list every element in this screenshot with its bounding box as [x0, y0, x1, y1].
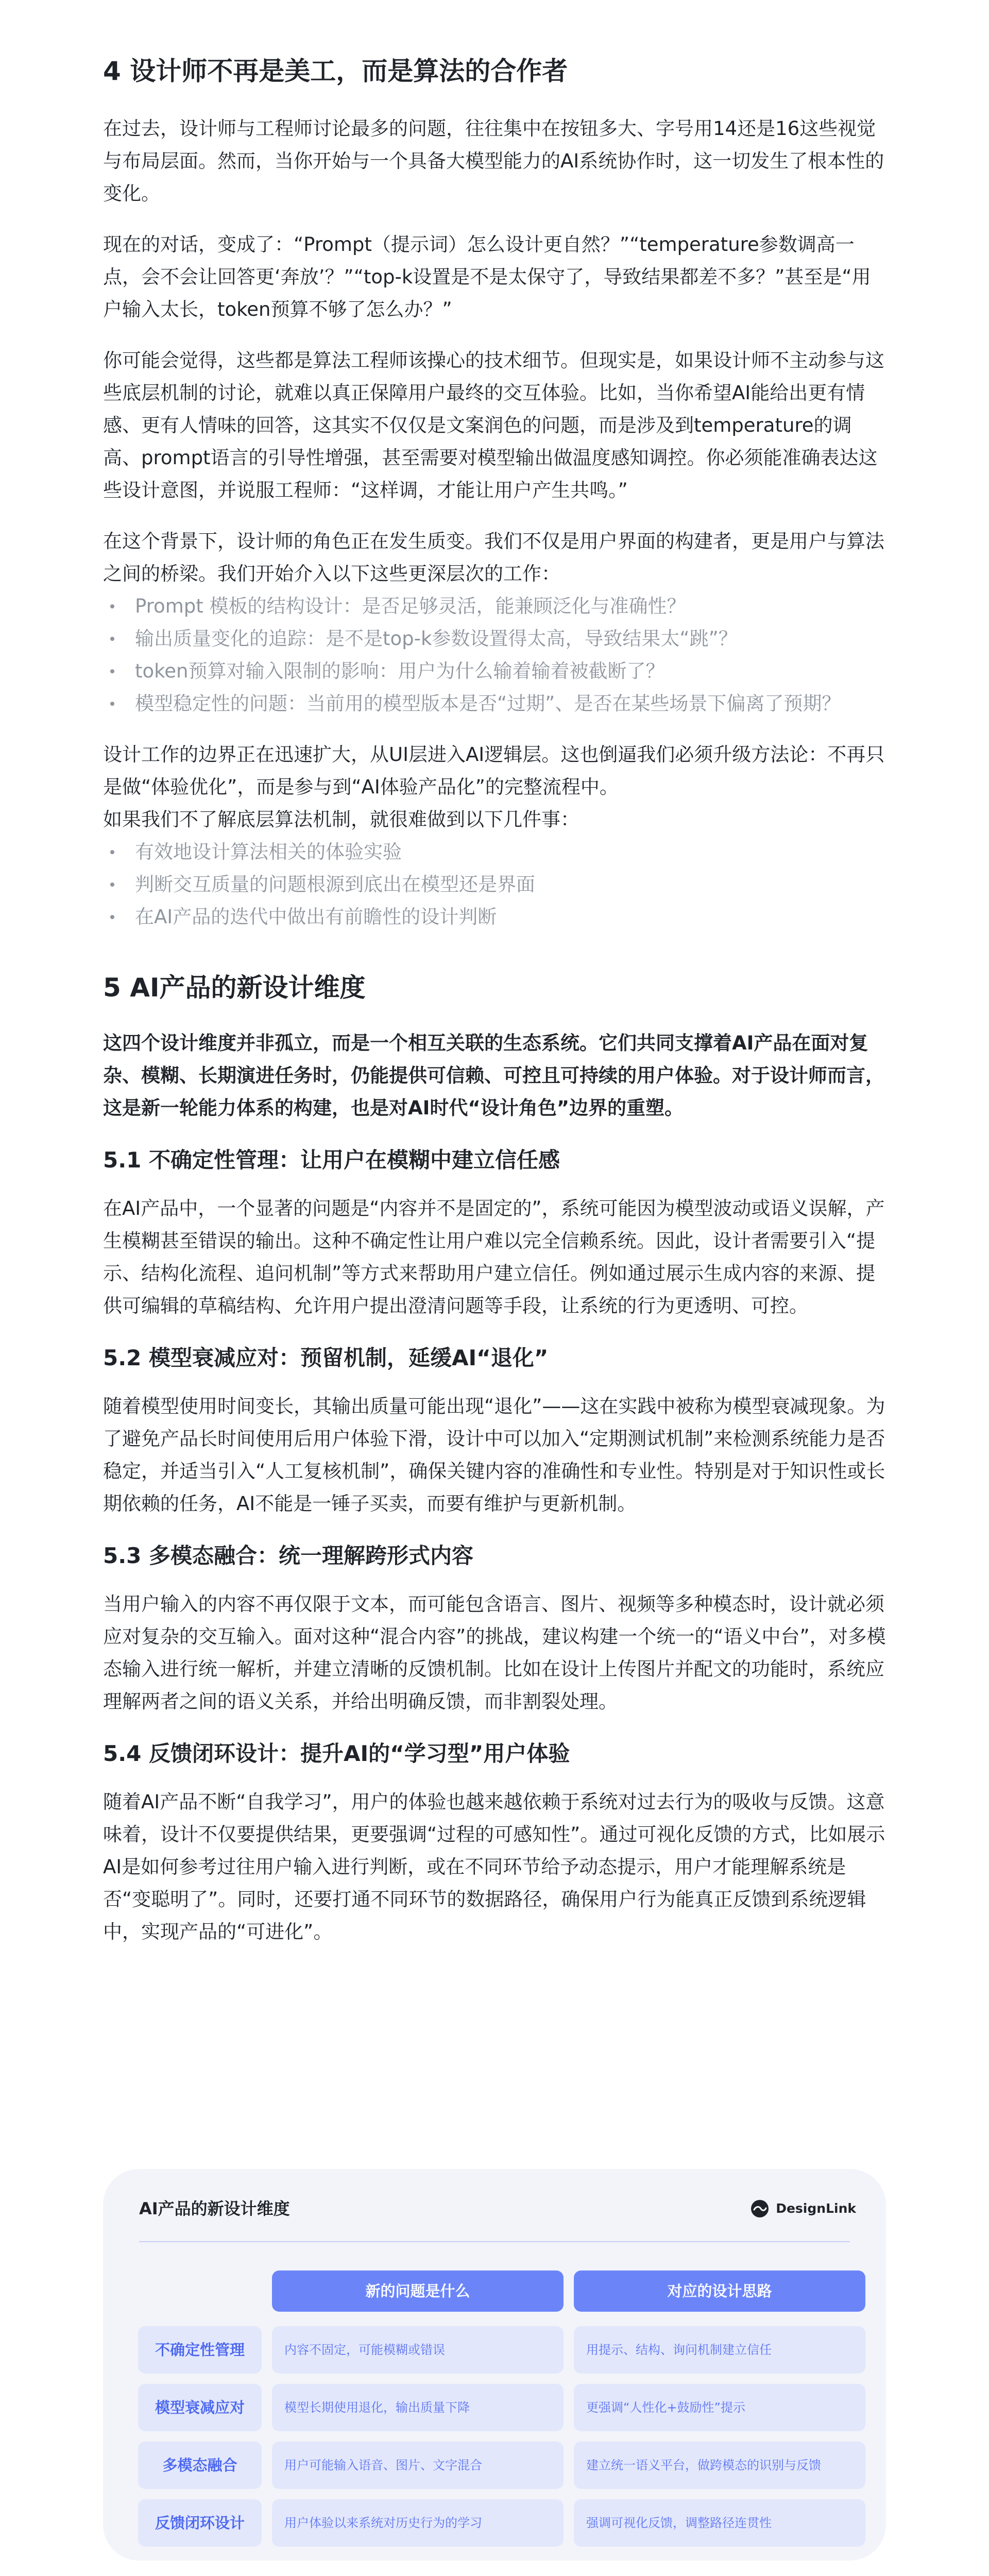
section-4-paragraph-6: 如果我们不了解底层算法机制，就很难做到以下几件事：: [103, 808, 579, 831]
cell-solution-multimodal: 建立统一语义平台，做跨模态的识别与反馈: [574, 2442, 865, 2489]
column-header-problem: 新的问题是什么: [272, 2270, 564, 2312]
list-item: 在AI产品的迭代中做出有前瞻性的设计判断: [103, 901, 886, 933]
row-label-feedback-loop: 反馈闭环设计: [138, 2499, 262, 2547]
list-item: Prompt 模板的结构设计：是否足够灵活，能兼顾泛化与准确性？: [103, 590, 886, 622]
cell-problem-model-decay: 模型长期使用退化，输出质量下降: [272, 2384, 564, 2431]
cell-solution-uncertainty: 用提示、结构、询问机制建立信任: [574, 2326, 865, 2374]
cell-solution-model-decay: 更强调“人性化+鼓励性”提示: [574, 2384, 865, 2431]
section-4-paragraph-2: 现在的对话，变成了：“Prompt（提示词）怎么设计更自然？”“temperature参数调高一点，会不会让回答更‘奔放’？”“top-k设置是不是太保守了，导致结果都差不多？”甚至是“用户输入太长，token预算不够了怎么办？”: [103, 233, 871, 320]
brand-name: DesignLink: [776, 2201, 856, 2216]
subsection-5-2-heading: 5.2 模型衰减应对：预留机制，延缓AI“退化”: [103, 1345, 549, 1370]
cell-problem-multimodal: 用户可能输入语音、图片、文字混合: [272, 2442, 564, 2489]
list-item: 判断交互质量的问题根源到底出在模型还是界面: [103, 868, 886, 901]
list-item: 有效地设计算法相关的体验实验: [103, 836, 886, 868]
section-4-paragraph-4: 在这个背景下，设计师的角色正在发生质变。我们不仅是用户界面的构建者，更是用户与算法之间的桥梁。我们开始介入以下这些更深层次的工作：: [103, 530, 884, 585]
subsection-5-2-body: 随着模型使用时间变长，其输出质量可能出现“退化”——这在实践中被称为模型衰减现象。为了避免产品长时间使用后用户体验下滑，设计中可以加入“定期测试机制”来检测系统能力是否稳定，并适当引入“人工复核机制”，确保关键内容的准确性和专业性。特别是对于知识性或长期依赖的任务，AI不能是一锤子买卖，而要有维护与更新机制。: [103, 1395, 885, 1515]
section-4-heading: 4 设计师不再是美工，而是算法的合作者: [103, 56, 568, 86]
design-dimensions-card: [103, 2169, 886, 2561]
row-label-multimodal: 多模态融合: [138, 2442, 262, 2489]
subsection-5-4-heading: 5.4 反馈闭环设计：提升AI的“学习型”用户体验: [103, 1741, 570, 1766]
deep-work-list: [103, 590, 886, 720]
section-4-paragraph-5: 设计工作的边界正在迅速扩大，从UI层进入AI逻辑层。这也倒逼我们必须升级方法论：不再只是做“体验优化”，而是参与到“AI体验产品化”的完整流程中。: [103, 743, 885, 798]
subsection-5-4-body: 随着AI产品不断“自我学习”，用户的体验也越来越依赖于系统对过去行为的吸收与反馈。这意味着，设计不仅要提供结果，更要强调“过程的可感知性”。通过可视化反馈的方式，比如展示AI是如何参考过往用户输入进行判断，或在不同环节给予动态提示，用户才能理解系统是否“变聪明了”。同时，还要打通不同环节的数据路径，确保用户行为能真正反馈到系统逻辑中，实现产品的“可进化”。: [103, 1791, 885, 1943]
cell-solution-feedback-loop: 强调可视化反馈，调整路径连贯性: [574, 2499, 865, 2547]
card-divider: [139, 2241, 850, 2242]
article-body: [103, 52, 886, 1948]
brand-badge: [751, 2199, 856, 2218]
section-5-lead: 这四个设计维度并非孤立，而是一个相互关联的生态系统。它们共同支撑着AI产品在面对复杂、模糊、长期演进任务时，仍能提供可信赖、可控且可持续的用户体验。对于设计师而言，这是新一轮能力体系的构建，也是对AI时代“设计角色”边界的重塑。: [103, 1032, 884, 1119]
list-item: token预算对输入限制的影响：用户为什么输着输着被截断了？: [103, 655, 886, 687]
section-4-paragraph-3: 你可能会觉得，这些都是算法工程师该操心的技术细节。但现实是，如果设计师不主动参与这些底层机制的讨论，就难以真正保障用户最终的交互体验。比如，当你希望AI能给出更有情感、更有人情味的回答，这其实不仅仅是文案润色的问题，而是涉及到temperature的调高、prompt语言的引导性增强，甚至需要对模型输出做温度感知调控。你必须能准确表达这些设计意图，并说服工程师：“这样调，才能让用户产生共鸣。”: [103, 349, 884, 501]
section-4-paragraph-1: 在过去，设计师与工程师讨论最多的问题，往往集中在按钮多大、字号用14还是16这些视觉与布局层面。然而，当你开始与一个具备大模型能力的AI系统协作时，这一切发生了根本性的变化。: [103, 117, 884, 205]
designlink-logo-icon: [751, 2200, 769, 2217]
cell-problem-uncertainty: 内容不固定，可能模糊或错误: [272, 2326, 564, 2374]
row-label-model-decay: 模型衰减应对: [138, 2384, 262, 2431]
cell-problem-feedback-loop: 用户体验以来系统对历史行为的学习: [272, 2499, 564, 2547]
subsection-5-1-body: 在AI产品中，一个显著的问题是“内容并不是固定的”，系统可能因为模型波动或语义误解，产生模糊甚至错误的输出。这种不确定性让用户难以完全信赖系统。因此，设计者需要引入“提示、结构化流程、追问机制”等方式来帮助用户建立信任。例如通过展示生成内容的来源、提供可编辑的草稿结构、允许用户提出澄清问题等手段，让系统的行为更透明、可控。: [103, 1197, 885, 1317]
subsection-5-3-body: 当用户输入的内容不再仅限于文本，而可能包含语言、图片、视频等多种模态时，设计就必须应对复杂的交互输入。面对这种“混合内容”的挑战，建议构建一个统一的“语义中台”，对多模态输入进行统一解析，并建立清晰的反馈机制。比如在设计上传图片并配文的功能时，系统应理解两者之间的语义关系，并给出明确反馈，而非割裂处理。: [103, 1593, 886, 1713]
cannot-do-list: [103, 836, 886, 933]
column-header-solution: 对应的设计思路: [574, 2270, 865, 2312]
card-title: AI产品的新设计维度: [139, 2199, 290, 2218]
subsection-5-3-heading: 5.3 多模态融合：统一理解跨形式内容: [103, 1543, 474, 1568]
list-item: 输出质量变化的追踪：是不是top-k参数设置得太高，导致结果太“跳”？: [103, 622, 886, 655]
row-label-uncertainty: 不确定性管理: [138, 2326, 262, 2374]
list-item: 模型稳定性的问题：当前用的模型版本是否“过期”、是否在某些场景下偏离了预期？: [103, 687, 886, 720]
section-5-heading: 5 AI产品的新设计维度: [103, 973, 366, 1003]
subsection-5-1-heading: 5.1 不确定性管理：让用户在模糊中建立信任感: [103, 1147, 560, 1173]
